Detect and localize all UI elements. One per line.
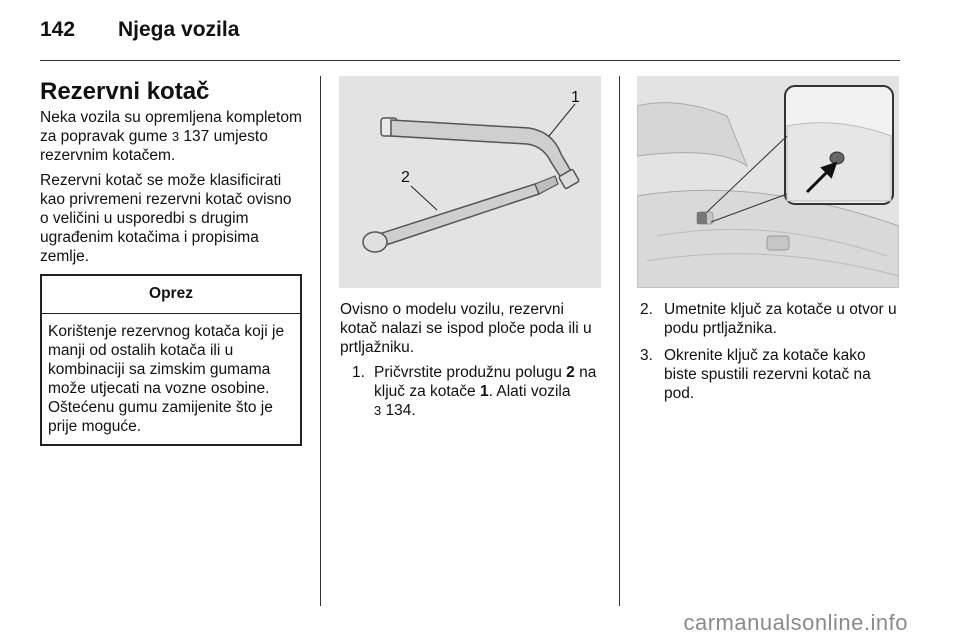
classification-paragraph: Rezervni kotač se može klasificirati kao privremeni rezervni kotač ovisno o veličini u usporedbi s drugim ugrađenim kotačima i propisima zemlje. — [40, 172, 292, 265]
page-header — [40, 18, 239, 42]
watermark: carmanualsonline.info — [683, 610, 908, 635]
location-paragraph: Ovisno o modelu vozilu, rezervni kotač nalazi se ispod ploče poda ili u prtljažniku. — [340, 301, 592, 356]
steps-list-1 — [340, 363, 602, 420]
column-2 — [340, 300, 602, 428]
list-item — [640, 346, 902, 403]
list-item: 1. Pričvrstite produžnu polugu 2 na ključ za kotače 1. Alati vozila 3 134. — [352, 364, 597, 419]
callout-2: 2 — [401, 169, 410, 186]
floor-opening — [697, 212, 707, 224]
caution-body: Korištenje rezervnog kotača koji je manji od ostalih kotača ili u kombinaciji sa zimskim gumama može utjecati na vozne osobine. Oštećenu gumu zamijenite što je prije moguće. — [48, 323, 285, 435]
reference-arrow-icon: 3 — [171, 129, 180, 144]
step-text: Umetnite ključ za kotače u otvor u podu prtljažnika. — [664, 301, 897, 337]
extension-lever — [379, 184, 539, 246]
column-divider-1 — [320, 76, 321, 606]
reference-arrow-icon: 3 — [374, 403, 382, 418]
extension-socket — [363, 232, 387, 252]
wrench-illustration — [339, 76, 601, 288]
section-title: Rezervni kotač — [40, 78, 210, 105]
page-reference[interactable]: 137 — [183, 128, 210, 145]
page-reference[interactable]: 134. — [385, 402, 416, 419]
column-3 — [640, 300, 902, 411]
step-number: 1. — [352, 364, 365, 381]
trunk-illustration — [637, 76, 899, 288]
column-divider-2 — [619, 76, 620, 606]
wrench-drawing — [339, 76, 601, 288]
caution-box — [40, 274, 302, 446]
list-item — [640, 300, 902, 338]
step-number: 3. — [640, 347, 653, 364]
caution-title: Oprez — [42, 276, 300, 314]
steps-list-2 — [640, 300, 902, 403]
chapter-title: Njega vozila — [118, 18, 240, 41]
wheel-wrench — [391, 120, 575, 184]
trunk-drawing — [637, 76, 899, 288]
page-number: 142 — [40, 18, 76, 41]
callout-1: 1 — [571, 89, 580, 106]
step-number: 2. — [640, 301, 653, 318]
column-1 — [40, 78, 302, 446]
step-text: Okrenite ključ za kotače kako biste spustili rezervni kotač na pod. — [664, 347, 871, 402]
header-rule — [40, 60, 900, 61]
intro-paragraph: Neka vozila su opremljena kompletom za popravak gume 3 137 umjesto rezervnim kotačem. — [40, 109, 302, 164]
